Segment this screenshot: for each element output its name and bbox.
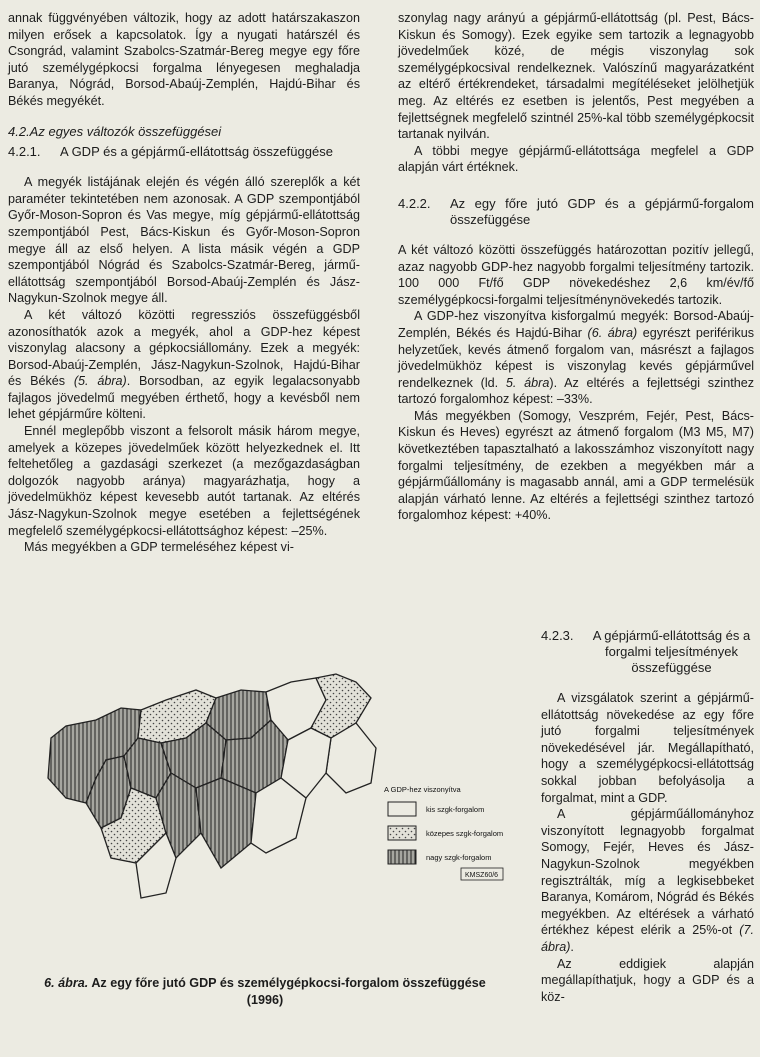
subsection-title: A gépjármű-ellátottság és a forgalmi teljesítmények összefüggése: [592, 628, 751, 675]
caption-text: Az egy főre jutó GDP és személygépkocsi-forgalom összefüggése (1996): [91, 976, 486, 1007]
paragraph-intro: annak függvényében változik, hogy az adott határszakaszon milyen erősek a kapcsolatok. Így a nyugati határszél és Csongrád, valamint Szabolcs-Szatmár-Bereg megye egy főre jutó személygépkocsi forgalma lényegesen meghaladja Baranya, Nógrád, Borsod-Abaúj-Zemplén, Hajdú-Bihar és Békés megyékét.: [8, 11, 360, 108]
map-legend: [384, 785, 503, 880]
paragraph: Ennél meglepőbb viszont a felsorolt másik három megye, amelyek a közepes jövedelműek között helyezkednek el. Itt feltehetőleg a gazdasági szerkezet (a mezőgazdaságban dolgozók nagyobb aránya) magyarázhatja, hogy a jövedelmükhöz képest kevesebb autót tartanak. Az eltérés Jász-Nagykun-Szolnok megye esetében a fejlettségének megfelelő személygépkocsi-ellátottsághoz képest: –25%.: [8, 424, 360, 538]
text-run: .: [570, 939, 574, 954]
caption-label: 6. ábra.: [44, 976, 89, 990]
right-column: [398, 10, 754, 524]
paragraph: Az eddigiek alapján megállapíthatjuk, hogy a GDP és a köz-: [541, 956, 754, 1004]
paragraph: A vizsgálatok szerint a gépjármű-ellátottság növekedése az egy főre jutó forgalmi teljesítmények növekedésével jár. Megállapítható, hogy a személygépkocsi-ellátottság sokkal jobban befolyásolja a forgalmat, mint a GDP.: [541, 691, 754, 805]
figure-reference: (7. ábra): [541, 923, 754, 954]
paragraph: A két változó közötti összefüggés határozottan pozitív jellegű, azaz nagyobb GDP-hez nagyobb forgalmi teljesítmény tartozik. 100 000 Ft/fő GDP növekedéshez 2,6 km/év/fő személygépkocsi-forgalmi teljesítménynövekedés tartozik.: [398, 242, 754, 307]
paragraph: Más megyékben (Somogy, Veszprém, Fejér, Pest, Bács-Kiskun és Heves) egyrészt az átmenő forgalom (M3 M5, M7) következtében tapasztalható a lakosszámhoz viszonyított nagy forgalmi teljesítmény, de ezekben a megyékben már a gépjárműállomány is magasabb annál, ami a GDP termelésük alapján várható lenne. Az eltérés a fejlettségi szinthez tartozó forgalomhoz képest: +40%.: [398, 408, 754, 523]
text-run: egyrészt periférikus helyzetűek, kevés átmenő forgalom van, másrészt a fajlagos jövedelmükhöz képest is viszonylag kevés gépjárművel rendelkeznek (ld.: [398, 325, 754, 390]
section-title: 4.2.Az egyes változók összefüggései: [8, 123, 222, 139]
region-south: [196, 778, 256, 868]
subsection-number: 4.2.1.: [8, 144, 41, 160]
hungary-county-map: [26, 668, 526, 966]
legend-item-high: nagy szgk-forgalom: [426, 853, 492, 862]
paragraph: A megyék listájának elején és végén álló szereplők a két paraméter tekintetében nem azonosak. A GDP szempontjából Győr-Moson-Sopron és Vas megye, míg gépjármű-ellátottság szempontjából Pest, Bács-Kiskun és Győr-Moson-Sopron megye áll az első helyen. A lista másik végén a GDP szempontjából Nógrád és Szabolcs-Szatmár-Bereg, jármű-ellátottság szempontjából Borsod-Abaúj-Zemplén és Jász-Nagykun-Szolnok megye áll.: [8, 175, 360, 306]
text-run: . Borsodban, az egyik legalacsonyabb fajlagos jövedelmű megyében érthető, hogy a kevésből nem lehet gépjárműre költeni.: [8, 374, 360, 422]
subsection-title: A GDP és a gépjármű-ellátottság összefüggése: [60, 144, 333, 160]
figure-reference: (5. ábra): [73, 374, 127, 389]
legend-item-low: kis szgk-forgalom: [426, 805, 485, 814]
subsection-heading-4-2-3: [541, 628, 754, 676]
legend-swatch-low: [388, 802, 416, 816]
source-code: KMSZ60/6: [465, 872, 499, 879]
text-run: A gépjárműállományhoz viszonyított legnagyobb forgalmat Somogy, Fejér, Heves és Jász-Nagykun-Szolnok megyékben regisztrálták, míg a legkisebbeket Baranya, Komárom, Nógrád és Békés megyékben. Az eltérések a várható értékhez képest elérik a 25%-ot: [541, 807, 754, 938]
left-column: [8, 10, 360, 556]
legend-swatch-high: [388, 850, 416, 864]
paragraph: Más megyékben a GDP termeléséhez képest vi-: [24, 540, 294, 555]
legend-item-medium: közepes szgk-forgalom: [426, 829, 504, 838]
subsection-heading-4-2-2: [398, 196, 754, 228]
paragraph: A többi megye gépjármű-ellátottsága megfelel a GDP alapján várt értéknek.: [398, 143, 754, 175]
legend-title: A GDP-hez viszonyítva: [384, 785, 461, 794]
text-run: A GDP-hez viszonyítva kisforgalmú megyék: Borsod-Abaúj-Zemplén, Békés és Hajdú-Bihar: [398, 309, 754, 340]
subsection-title: Az egy főre jutó GDP és a gépjármű-forgalom összefüggése: [450, 195, 754, 227]
figure-reference: 5. ábra: [505, 375, 550, 390]
subsection-heading-4-2-1: [8, 144, 360, 160]
paragraph: [398, 308, 754, 408]
text-run: A két változó közötti regressziós összefüggésből azonosíthatók azok a megyék, ahol a GDP-hez képest viszonylag alacsony a gépkocsiállomány. Ezek a megyék: Borsod-Abaúj-Zemplén, Jász-Nagykun-Szolnok, Hajdú-Bihar és Békés: [8, 307, 360, 389]
paragraph: szonylag nagy arányú a gépjármű-ellátottság (pl. Pest, Bács-Kiskun és Somogy). Ezek egyike sem tartozik a legnagyobb jövedelműek közé, de mégis viszonylag sok személygépkocsival rendelkeznek. Valószínű magyarázatként az eltérő értékrendeket, társadalmi megítéléseket jelölhetjük meg. Az eltérés ez esetben is jelentős, Pest megyében a fejlettségnek megfelelő szintnél 25%-kal több személygépkocsit tartanak nyilván.: [398, 11, 754, 142]
paragraph: [541, 806, 754, 955]
right-narrow-column: [541, 628, 754, 1005]
subsection-number: 4.2.2.: [398, 195, 431, 211]
county-regions: [48, 674, 376, 898]
subsection-number: 4.2.3.: [541, 628, 574, 643]
figure-reference: (6. ábra): [587, 325, 638, 340]
text-run: ). Az eltérés a fejlettségi szinthez tartozó forgalomhoz képest: –33%.: [398, 375, 755, 407]
legend-swatch-medium: [388, 826, 416, 840]
figure-caption: [40, 975, 490, 1009]
paragraph: [8, 307, 360, 423]
